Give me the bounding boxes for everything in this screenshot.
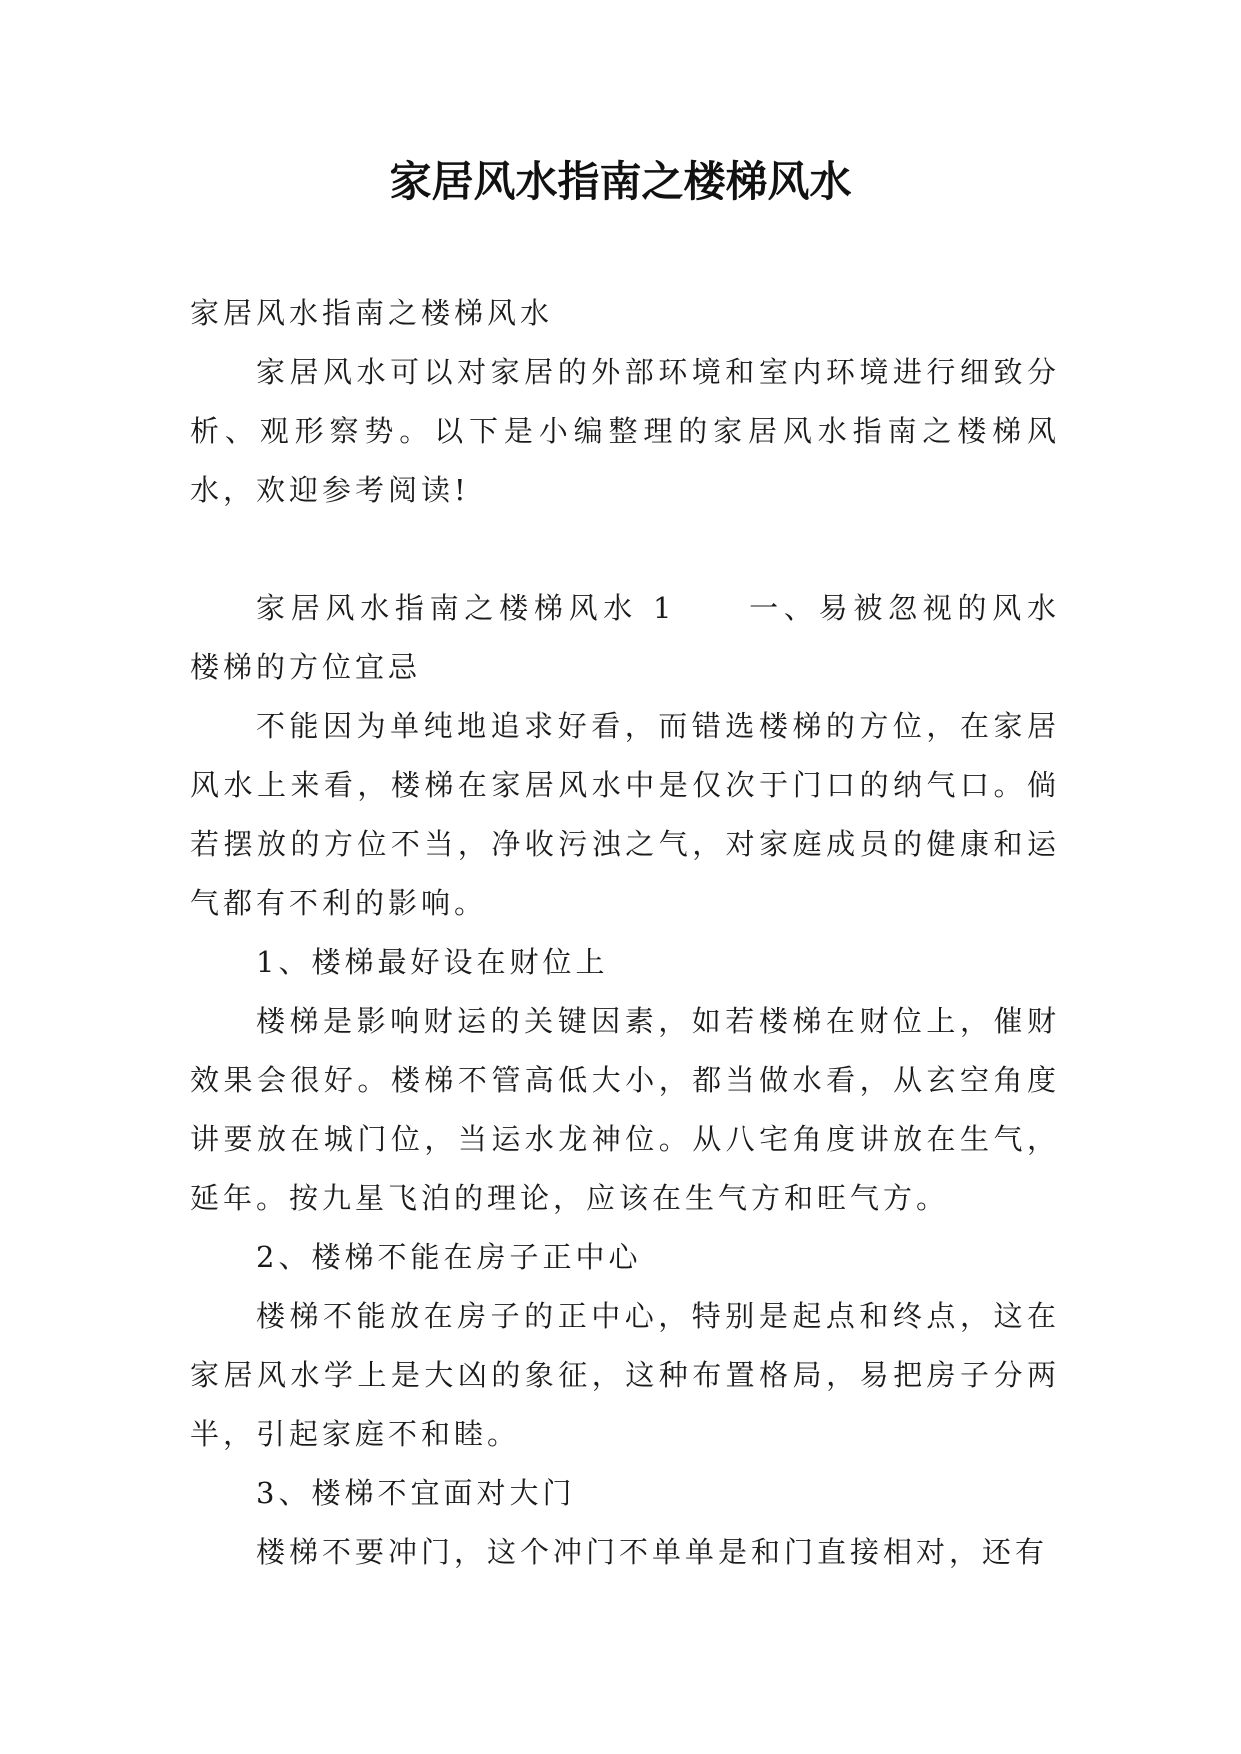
item-heading-3: 3、楼梯不宜面对大门 [256, 1476, 576, 1510]
item-text-3: 楼梯不要冲门，这个冲门不单单是和门直接相对，还有 [256, 1535, 1049, 1569]
section-heading-paragraph [190, 579, 1060, 697]
section-label: 家居风水指南之楼梯风水 1 [256, 591, 676, 625]
document-title: 家居风水指南之楼梯风水 [389, 157, 852, 206]
document-subtitle: 家居风水指南之楼梯风水 [190, 296, 554, 330]
item-text-2: 楼梯不能放在房子的正中心，特别是起点和终点，这在家居风水学上是大凶的象征，这种布置格局，易把房子分两半，引起家庭不和睦。 [190, 1299, 1060, 1451]
document-body [190, 284, 1060, 1582]
paragraph-spacer [190, 520, 1060, 579]
item-heading-1: 1、楼梯最好设在财位上 [256, 945, 609, 979]
item-text-1: 楼梯是影响财运的关键因素，如若楼梯在财位上，催财效果会很好。楼梯不管高低大小，都当做水看，从玄空角度讲要放在城门位，当运水龙神位。从八宅角度讲放在生气，延年。按九星飞泊的理论，应该在生气方和旺气方。 [190, 1004, 1060, 1215]
section-heading: 一、易被忽视的风水 楼梯的方位宜忌 [190, 591, 1060, 684]
item-heading-2: 2、楼梯不能在房子正中心 [256, 1240, 642, 1274]
intro-paragraph: 家居风水可以对家居的外部环境和室内环境进行细致分析、观形察势。以下是小编整理的家居风水指南之楼梯风水，欢迎参考阅读! [190, 355, 1060, 507]
paragraph-stair-orientation: 不能因为单纯地追求好看，而错选楼梯的方位，在家居风水上来看，楼梯在家居风水中是仅次于门口的纳气口。倘若摆放的方位不当，净收污浊之气，对家庭成员的健康和运气都有不利的影响。 [190, 709, 1060, 920]
